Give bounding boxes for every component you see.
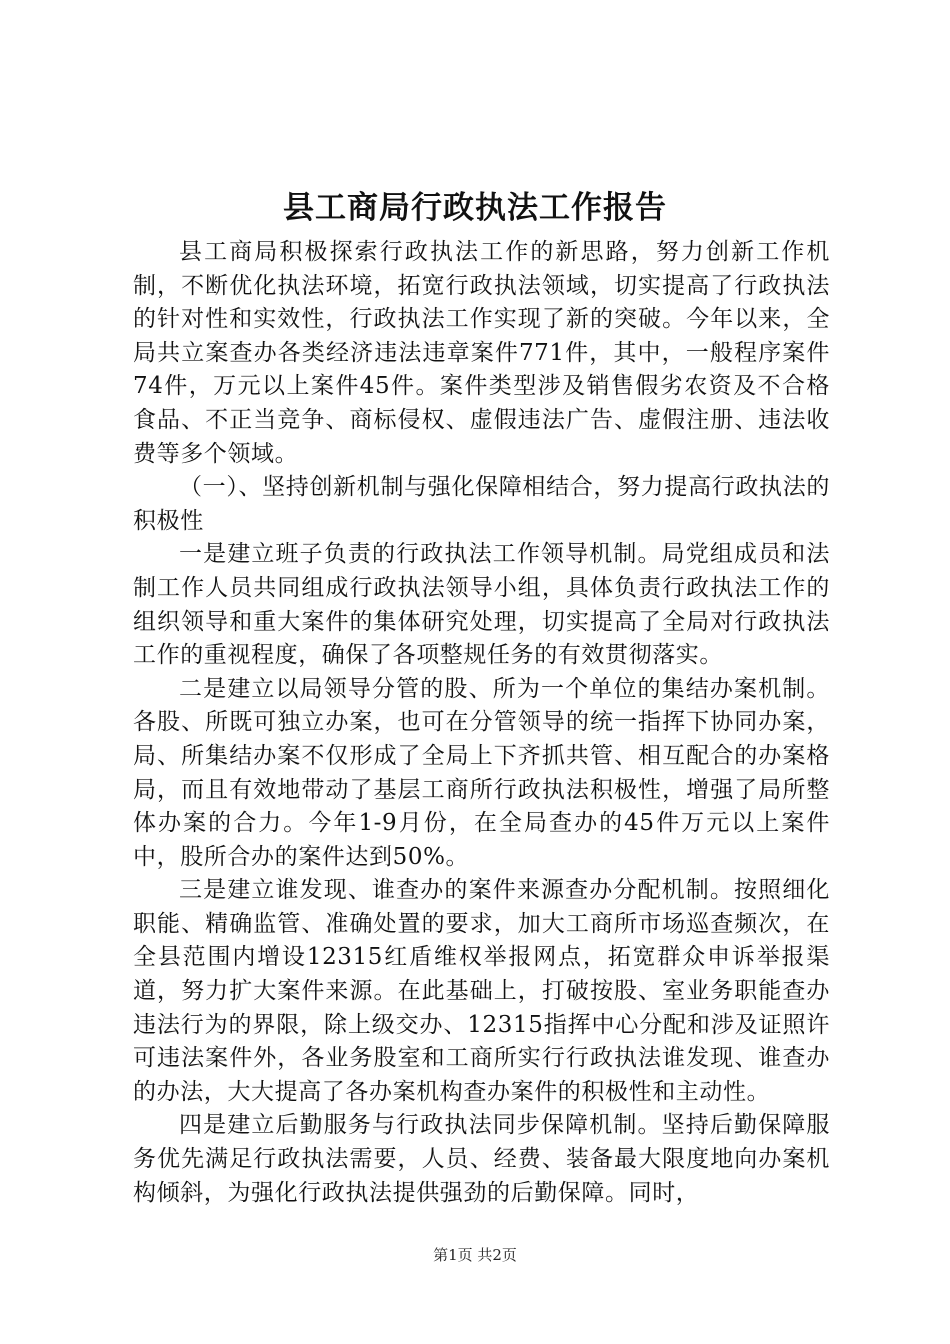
- paragraph-point-2: 二是建立以局领导分管的股、所为一个单位的集结办案机制。各股、所既可独立办案，也可在分管领导的统一指挥下协同办案，局、所集结办案不仅形成了全局上下齐抓共管、相互配合的办案格局，而且有效地带动了基层工商所行政执法积极性，增强了局所整体办案的合力。今年1-9月份，在全局查办的45件万元以上案件中，股所合办的案件达到50%。: [133, 675, 830, 870]
- page-footer: 第1页 共2页: [433, 1246, 517, 1264]
- paragraph-intro: 县工商局积极探索行政执法工作的新思路，努力创新工作机制，不断优化执法环境，拓宽行政执法领域，切实提高了行政执法的针对性和实效性，行政执法工作实现了新的突破。今年以来，全局共立案查办各类经济违法违章案件771件，其中，一般程序案件74件，万元以上案件45件。案件类型涉及销售假劣农资及不合格食品、不正当竞争、商标侵权、虚假违法广告、虚假注册、违法收费等多个领域。: [133, 239, 830, 467]
- document-title: 县工商局行政执法工作报告: [283, 190, 667, 226]
- paragraph-point-1: 一是建立班子负责的行政执法工作领导机制。局党组成员和法制工作人员共同组成行政执法领导小组，具体负责行政执法工作的组织领导和重大案件的集体研究处理，切实提高了全局对行政执法工作的重视程度，确保了各项整规任务的有效贯彻落实。: [133, 541, 830, 669]
- paragraph-point-3: 三是建立谁发现、谁查办的案件来源查办分配机制。按照细化职能、精确监管、准确处置的要求，加大工商所市场巡查频次，在全县范围内增设12315红盾维权举报网点，拓宽群众申诉举报渠道，努力扩大案件来源。在此基础上，打破按股、室业务职能查办违法行为的界限，除上级交办、12315指挥中心分配和涉及证照许可违法案件外，各业务股室和工商所实行行政执法谁发现、谁查办的办法，大大提高了各办案机构查办案件的积极性和主动性。: [133, 877, 830, 1105]
- paragraph-point-4: 四是建立后勤服务与行政执法同步保障机制。坚持后勤保障服务优先满足行政执法需要，人员、经费、装备最大限度地向办案机构倾斜，为强化行政执法提供强劲的后勤保障。同时，: [133, 1112, 830, 1206]
- section-heading-1: （一）、坚持创新机制与强化保障相结合，努力提高行政执法的积极性: [133, 474, 830, 534]
- document-body: [133, 236, 830, 1210]
